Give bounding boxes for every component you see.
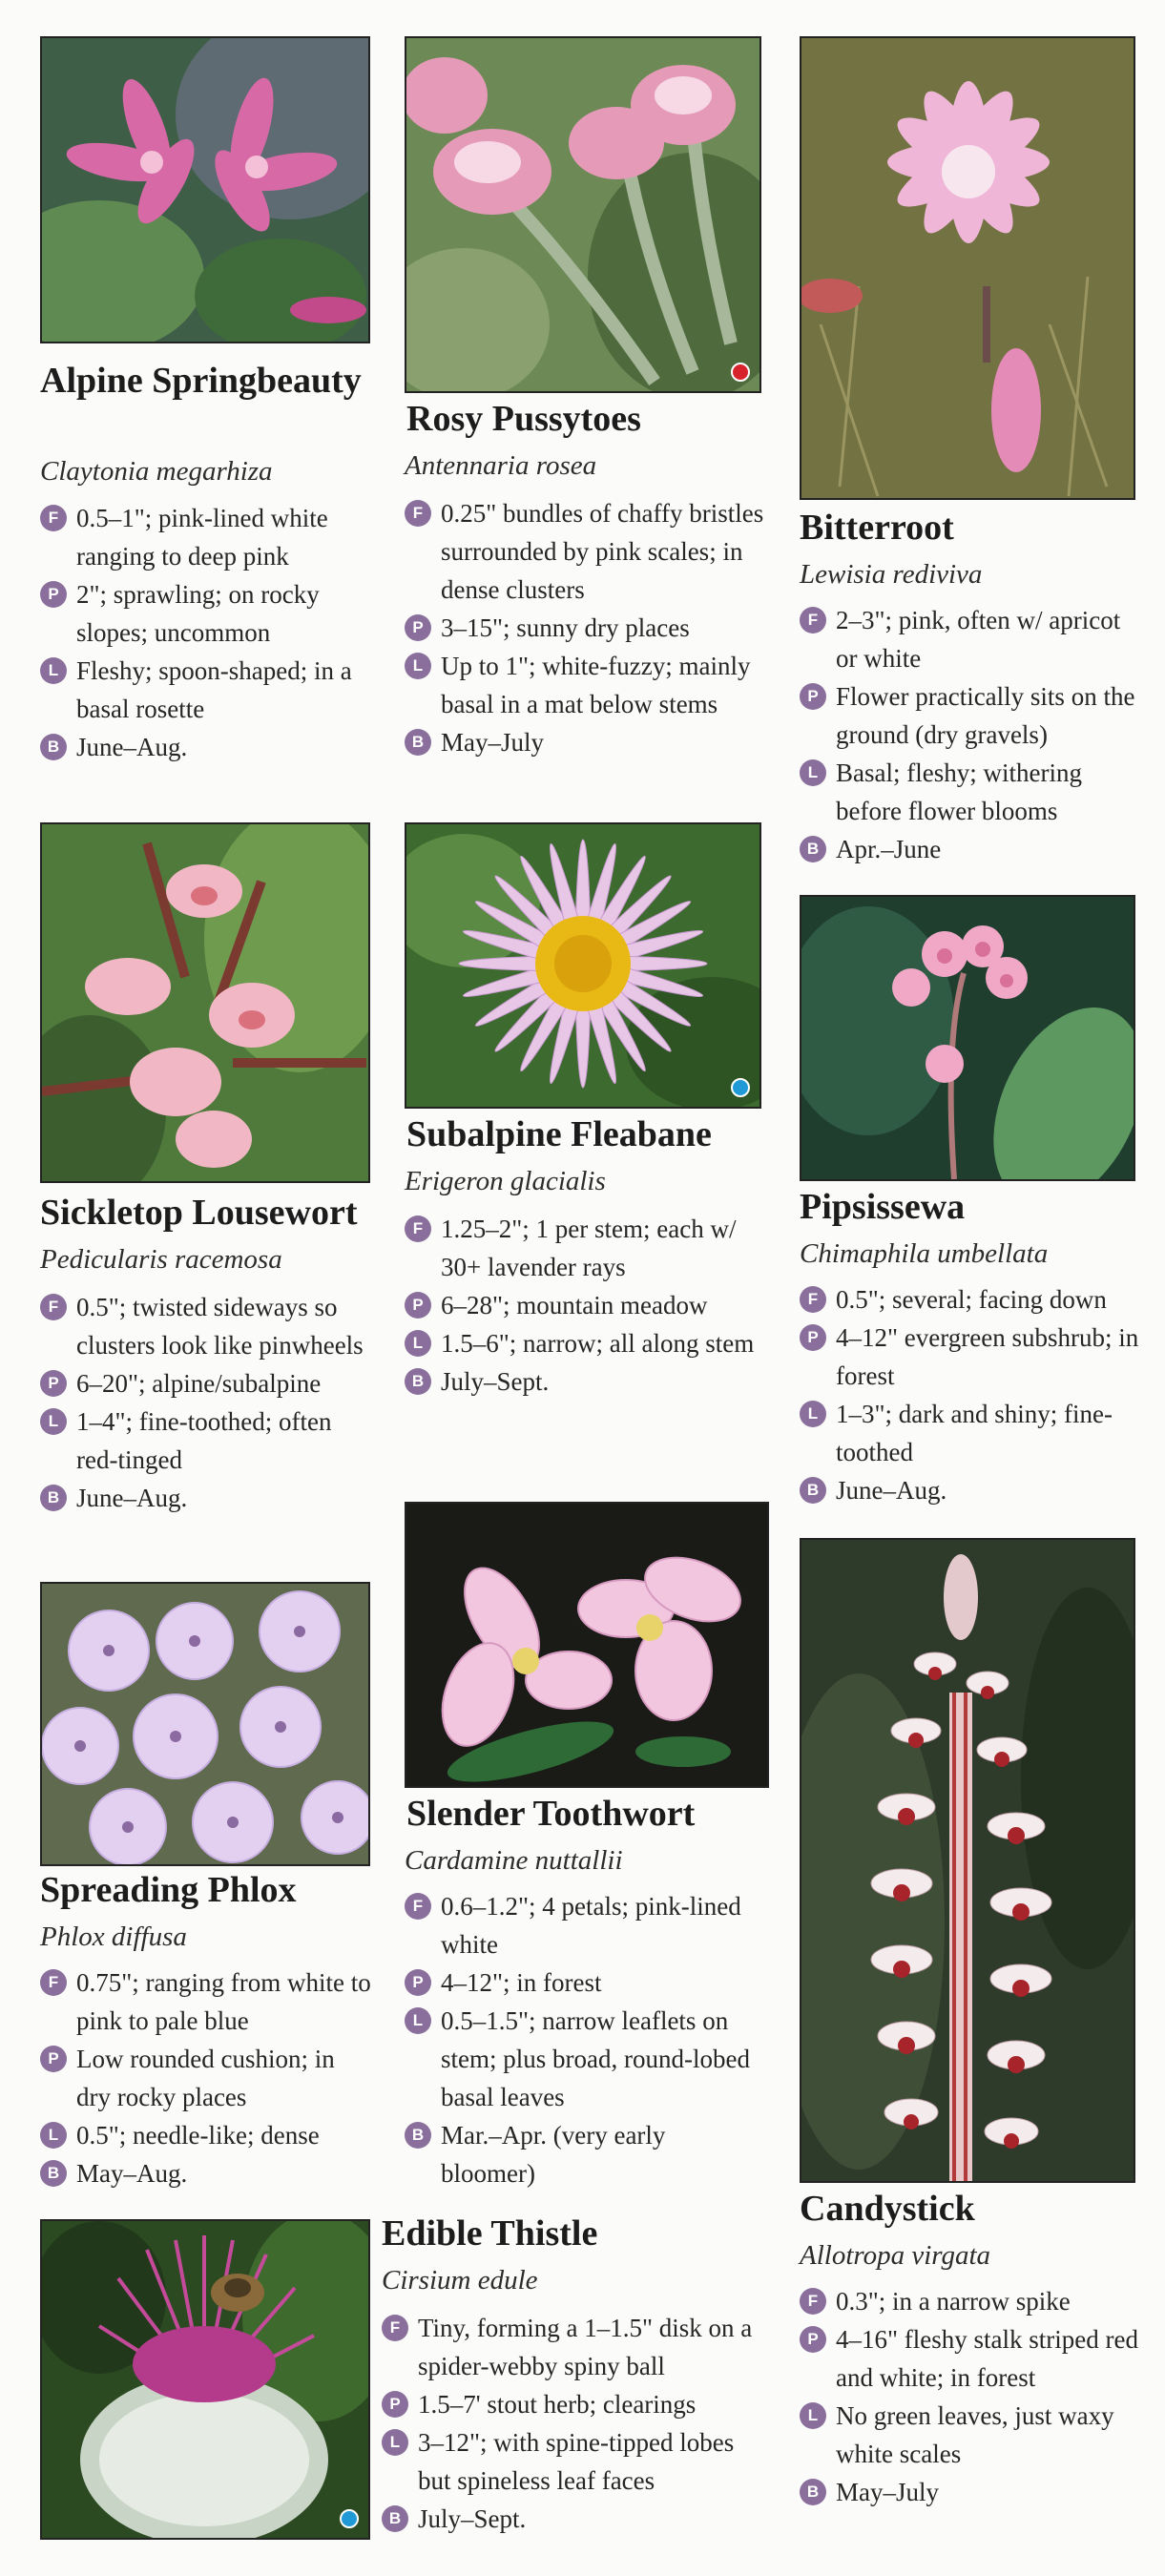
scientific-slender-toothwort: Cardamine nuttallii bbox=[405, 1845, 623, 1876]
scientific-bitterroot: Lewisia rediviva bbox=[800, 559, 983, 590]
fact-flower bbox=[405, 1210, 763, 1286]
name-subalpine-fleabane: Subalpine Fleabane bbox=[406, 1114, 712, 1154]
scientific-spreading-phlox: Phlox diffusa bbox=[40, 1922, 187, 1952]
flower-badge-icon: F bbox=[40, 505, 67, 531]
leaf-badge-icon: L bbox=[40, 1408, 67, 1435]
fact-text: 6–28"; mountain meadow bbox=[441, 1291, 708, 1319]
plant-badge-icon: P bbox=[405, 614, 431, 641]
photo-alpine-springbeauty bbox=[40, 36, 370, 343]
facts-rosy-pussytoes bbox=[405, 494, 767, 761]
fact-flower bbox=[40, 1288, 370, 1364]
rosy-pussytoes-image bbox=[406, 38, 759, 391]
fact-bloom bbox=[800, 830, 1143, 868]
fact-text: Up to 1"; white-fuzzy; mainly basal in a mat below stems bbox=[441, 652, 751, 718]
candystick-image bbox=[801, 1540, 1134, 2181]
fact-leaf bbox=[40, 652, 364, 728]
slender-toothwort-image bbox=[406, 1504, 767, 1786]
fact-leaf bbox=[800, 754, 1143, 830]
fact-flower bbox=[40, 1963, 374, 2040]
fact-bloom bbox=[40, 728, 364, 766]
bloom-badge-icon: B bbox=[800, 2479, 826, 2505]
fact-text: 2–3"; pink, often w/ apricot or white bbox=[836, 606, 1121, 673]
bloom-badge-icon: B bbox=[40, 734, 67, 760]
bloom-badge-icon: B bbox=[382, 2505, 408, 2532]
flower-badge-icon: F bbox=[405, 1893, 431, 1920]
fact-text: May–Aug. bbox=[76, 2159, 188, 2188]
leaf-badge-icon: L bbox=[40, 2122, 67, 2149]
photo-pipsissewa bbox=[800, 895, 1135, 1181]
fact-text: 3–12"; with spine-tipped lobes but spineless leaf faces bbox=[418, 2428, 735, 2495]
fact-plant bbox=[800, 2320, 1143, 2397]
fact-text: 0.5–1"; pink-lined white ranging to deep pink bbox=[76, 504, 328, 571]
facts-slender-toothwort bbox=[405, 1887, 763, 2192]
bitterroot-image bbox=[801, 38, 1134, 498]
fact-plant bbox=[405, 1963, 763, 2002]
facts-candystick bbox=[800, 2282, 1143, 2511]
fact-plant bbox=[405, 609, 767, 647]
plant-badge-icon: P bbox=[800, 683, 826, 710]
name-edible-thistle: Edible Thistle bbox=[382, 2213, 598, 2254]
bloom-badge-icon: B bbox=[405, 1368, 431, 1395]
fact-text: Basal; fleshy; withering before flower blooms bbox=[836, 758, 1082, 825]
fact-text: June–Aug. bbox=[836, 1476, 947, 1505]
fact-text: July–Sept. bbox=[441, 1367, 550, 1396]
bloom-badge-icon: B bbox=[800, 836, 826, 862]
bloom-badge-icon: B bbox=[40, 1485, 67, 1511]
fact-leaf bbox=[40, 2116, 374, 2154]
fact-flower bbox=[405, 1887, 763, 1963]
fact-text: July–Sept. bbox=[418, 2504, 527, 2533]
name-bitterroot: Bitterroot bbox=[800, 508, 954, 548]
bloom-badge-icon: B bbox=[405, 2122, 431, 2149]
fact-text: Fleshy; spoon-shaped; in a basal rosette bbox=[76, 656, 352, 723]
fact-bloom bbox=[405, 723, 767, 761]
fact-leaf bbox=[800, 2397, 1143, 2473]
fact-plant bbox=[405, 1286, 763, 1324]
fact-leaf bbox=[405, 1324, 763, 1362]
subalpine-fleabane-image bbox=[406, 824, 759, 1107]
scientific-alpine-springbeauty: Claytonia megarhiza bbox=[40, 456, 273, 487]
name-slender-toothwort: Slender Toothwort bbox=[406, 1794, 696, 1834]
fact-text: Flower practically sits on the ground (dry gravels) bbox=[836, 682, 1135, 749]
fact-text: 0.75"; ranging from white to pink to pale blue bbox=[76, 1968, 371, 2035]
fact-text: 0.5–1.5"; narrow leaflets on stem; plus broad, round-lobed basal leaves bbox=[441, 2006, 750, 2111]
blue-dot-icon bbox=[340, 2509, 359, 2528]
photo-bitterroot bbox=[800, 36, 1135, 500]
fact-bloom bbox=[40, 1479, 370, 1517]
plant-badge-icon: P bbox=[40, 1370, 67, 1397]
fact-text: 1–3"; dark and shiny; fine-toothed bbox=[836, 1400, 1113, 1466]
fact-text: Tiny, forming a 1–1.5" disk on a spider-webby spiny ball bbox=[418, 2314, 753, 2380]
scientific-edible-thistle: Cirsium edule bbox=[382, 2265, 538, 2296]
leaf-badge-icon: L bbox=[800, 1401, 826, 1427]
fact-text: 1.5–7' stout herb; clearings bbox=[418, 2390, 697, 2419]
fact-text: 6–20"; alpine/subalpine bbox=[76, 1369, 322, 1398]
bloom-badge-icon: B bbox=[405, 729, 431, 756]
sickletop-lousewort-image bbox=[42, 824, 368, 1181]
photo-slender-toothwort bbox=[405, 1502, 769, 1788]
fact-leaf bbox=[40, 1402, 370, 1479]
fact-bloom bbox=[405, 1362, 763, 1401]
fact-flower bbox=[382, 2309, 773, 2385]
fact-text: 3–15"; sunny dry places bbox=[441, 613, 690, 642]
photo-spreading-phlox bbox=[40, 1582, 370, 1866]
photo-edible-thistle bbox=[40, 2219, 370, 2540]
leaf-badge-icon: L bbox=[405, 653, 431, 679]
blue-dot-icon bbox=[731, 1078, 750, 1097]
edible-thistle-image bbox=[42, 2221, 368, 2538]
fact-text: 2"; sprawling; on rocky slopes; uncommon bbox=[76, 580, 320, 647]
plant-badge-icon: P bbox=[405, 1969, 431, 1996]
flower-badge-icon: F bbox=[800, 1286, 826, 1313]
fact-flower bbox=[40, 499, 364, 575]
pipsissewa-image bbox=[801, 897, 1134, 1179]
fact-text: May–July bbox=[836, 2478, 939, 2506]
fact-text: 0.25" bundles of chaffy bristles surrounded by pink scales; in dense clusters bbox=[441, 499, 764, 604]
fact-leaf bbox=[405, 2002, 763, 2116]
fact-bloom bbox=[382, 2500, 773, 2538]
photo-candystick bbox=[800, 1538, 1135, 2183]
fact-plant bbox=[800, 1319, 1143, 1395]
photo-rosy-pussytoes bbox=[405, 36, 761, 393]
fact-bloom bbox=[800, 1471, 1143, 1509]
fact-flower bbox=[800, 2282, 1143, 2320]
fact-text: June–Aug. bbox=[76, 733, 188, 761]
scientific-pipsissewa: Chimaphila umbellata bbox=[800, 1238, 1049, 1269]
plant-badge-icon: P bbox=[800, 2326, 826, 2353]
fact-text: June–Aug. bbox=[76, 1484, 188, 1512]
fact-text: No green leaves, just waxy white scales bbox=[836, 2401, 1114, 2468]
fact-text: 1.25–2"; 1 per stem; each w/ 30+ lavender rays bbox=[441, 1215, 737, 1281]
facts-alpine-springbeauty bbox=[40, 499, 364, 766]
fact-text: Low rounded cushion; in dry rocky places bbox=[76, 2045, 335, 2111]
flower-badge-icon: F bbox=[40, 1294, 67, 1320]
fact-leaf bbox=[382, 2423, 773, 2500]
fact-text: 1–4"; fine-toothed; often red-tinged bbox=[76, 1407, 332, 1474]
fact-flower bbox=[405, 494, 767, 609]
plant-badge-icon: P bbox=[382, 2391, 408, 2418]
flower-badge-icon: F bbox=[800, 607, 826, 634]
name-alpine-springbeauty: Alpine Springbeauty bbox=[40, 361, 362, 401]
facts-subalpine-fleabane bbox=[405, 1210, 763, 1401]
name-rosy-pussytoes: Rosy Pussytoes bbox=[406, 399, 641, 439]
scientific-rosy-pussytoes: Antennaria rosea bbox=[405, 450, 597, 481]
fact-bloom bbox=[40, 2154, 374, 2192]
fact-bloom bbox=[800, 2473, 1143, 2511]
flower-badge-icon: F bbox=[800, 2288, 826, 2315]
fact-text: 0.5"; several; facing down bbox=[836, 1285, 1107, 1314]
red-dot-icon bbox=[731, 363, 750, 382]
fact-text: May–July bbox=[441, 728, 544, 757]
flower-badge-icon: F bbox=[405, 500, 431, 527]
fact-text: 4–12"; in forest bbox=[441, 1968, 602, 1997]
facts-pipsissewa bbox=[800, 1280, 1143, 1509]
fact-text: 1.5–6"; narrow; all along stem bbox=[441, 1329, 755, 1358]
fact-leaf bbox=[800, 1395, 1143, 1471]
name-sickletop-lousewort: Sickletop Lousewort bbox=[40, 1193, 358, 1233]
leaf-badge-icon: L bbox=[382, 2429, 408, 2456]
facts-edible-thistle bbox=[382, 2309, 773, 2538]
fact-flower bbox=[800, 1280, 1143, 1319]
fact-text: 4–16" fleshy stalk striped red and white; in forest bbox=[836, 2325, 1138, 2392]
scientific-sickletop-lousewort: Pedicularis racemosa bbox=[40, 1244, 282, 1275]
name-pipsissewa: Pipsissewa bbox=[800, 1187, 966, 1227]
fact-text: 0.5"; needle-like; dense bbox=[76, 2121, 320, 2150]
leaf-badge-icon: L bbox=[405, 2007, 431, 2034]
leaf-badge-icon: L bbox=[405, 1330, 431, 1357]
plant-badge-icon: P bbox=[40, 581, 67, 608]
bloom-badge-icon: B bbox=[800, 1477, 826, 1504]
fact-text: 4–12" evergreen subshrub; in forest bbox=[836, 1323, 1139, 1390]
flower-badge-icon: F bbox=[40, 1969, 67, 1996]
fact-leaf bbox=[405, 647, 767, 723]
fact-text: 0.5"; twisted sideways so clusters look like pinwheels bbox=[76, 1293, 364, 1360]
fact-plant bbox=[40, 575, 364, 652]
fact-text: Mar.–Apr. (very early bloomer) bbox=[441, 2121, 666, 2188]
plant-badge-icon: P bbox=[40, 2046, 67, 2072]
fact-plant bbox=[40, 1364, 370, 1402]
scientific-subalpine-fleabane: Erigeron glacialis bbox=[405, 1166, 606, 1196]
fact-text: 0.3"; in a narrow spike bbox=[836, 2287, 1071, 2316]
fact-text: Apr.–June bbox=[836, 835, 942, 863]
fact-text: 0.6–1.2"; 4 petals; pink-lined white bbox=[441, 1892, 741, 1959]
photo-subalpine-fleabane bbox=[405, 822, 761, 1109]
fact-plant bbox=[800, 677, 1143, 754]
fact-plant bbox=[382, 2385, 773, 2423]
spreading-phlox-image bbox=[42, 1584, 368, 1864]
facts-bitterroot bbox=[800, 601, 1143, 868]
fact-flower bbox=[800, 601, 1143, 677]
name-candystick: Candystick bbox=[800, 2189, 975, 2229]
leaf-badge-icon: L bbox=[800, 759, 826, 786]
photo-sickletop-lousewort bbox=[40, 822, 370, 1183]
plant-badge-icon: P bbox=[800, 1324, 826, 1351]
name-spreading-phlox: Spreading Phlox bbox=[40, 1870, 297, 1910]
facts-sickletop-lousewort bbox=[40, 1288, 370, 1517]
fact-bloom bbox=[405, 2116, 763, 2192]
leaf-badge-icon: L bbox=[40, 657, 67, 684]
fact-plant bbox=[40, 2040, 374, 2116]
leaf-badge-icon: L bbox=[800, 2402, 826, 2429]
flower-badge-icon: F bbox=[405, 1215, 431, 1242]
plant-badge-icon: P bbox=[405, 1292, 431, 1319]
scientific-candystick: Allotropa virgata bbox=[800, 2240, 991, 2271]
alpine-springbeauty-image bbox=[42, 38, 368, 342]
bloom-badge-icon: B bbox=[40, 2160, 67, 2187]
flower-badge-icon: F bbox=[382, 2315, 408, 2341]
facts-spreading-phlox bbox=[40, 1963, 374, 2192]
